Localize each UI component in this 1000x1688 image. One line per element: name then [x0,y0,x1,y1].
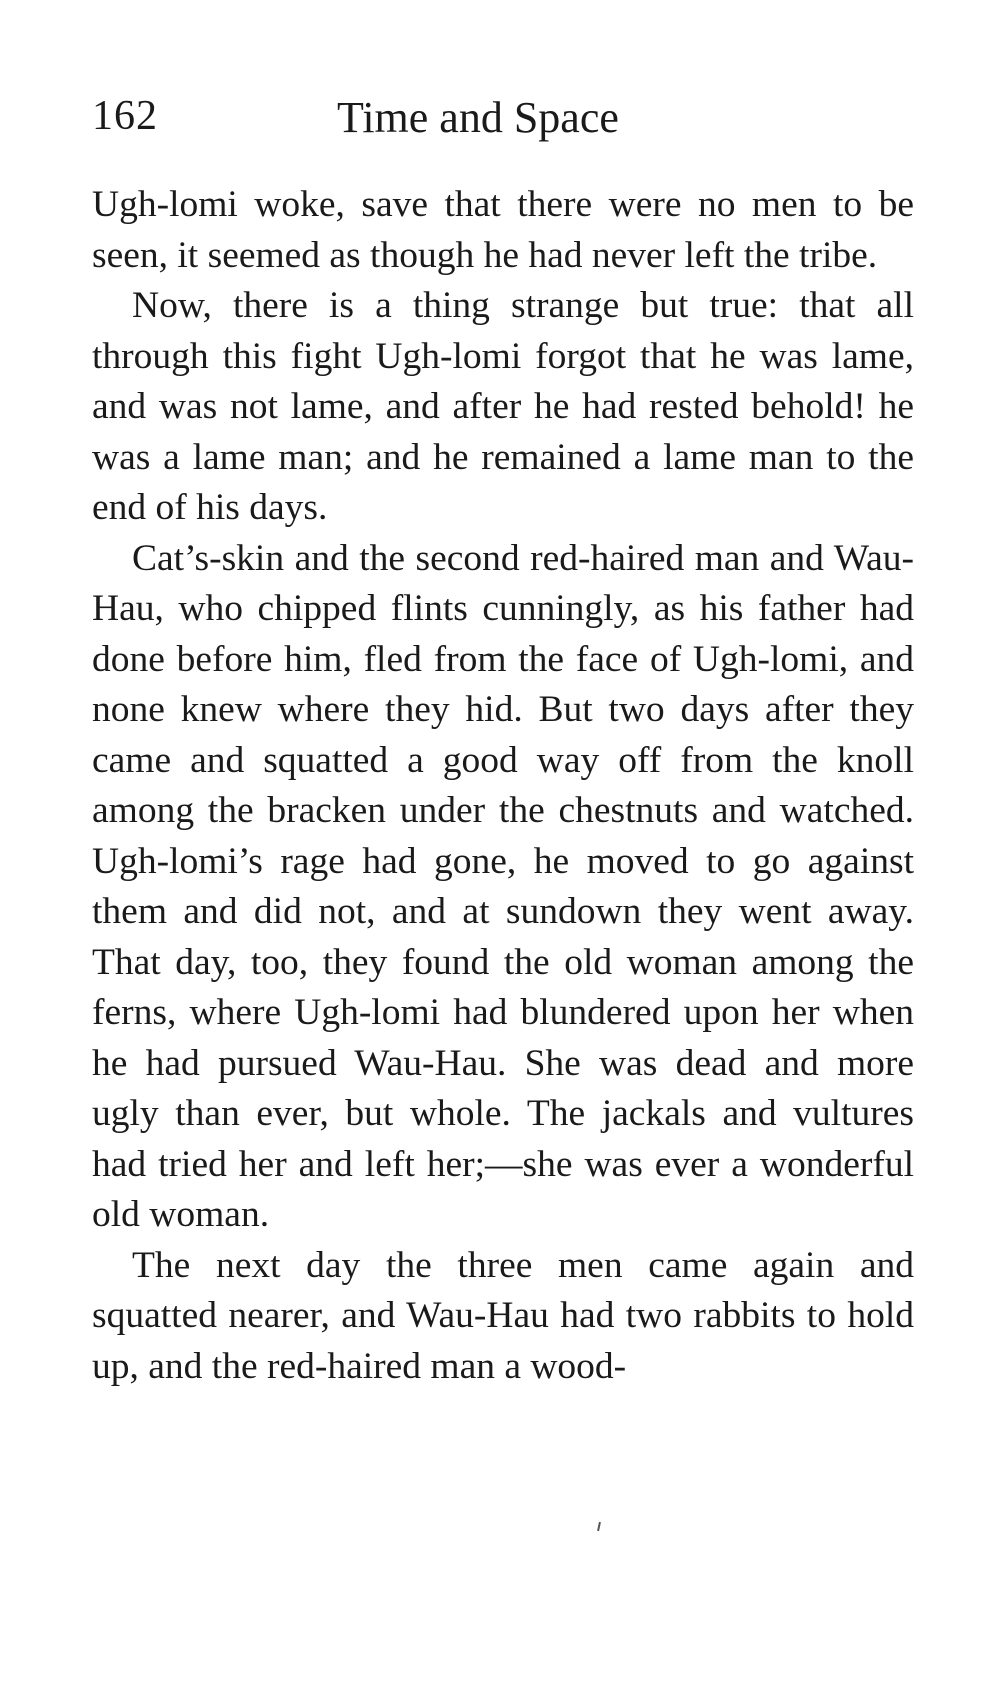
page-number: 162 [92,93,158,139]
page-header [92,92,912,152]
paragraph: Ugh-lomi woke, save that there were no men to be seen, it seemed as though he had never left the tribe. [92,184,914,276]
body-text [92,180,914,1392]
paragraph: Now, there is a thing strange but true: that all through this fight Ugh-lomi forgot that he was lame, and was not lame, and after he had rested behold! he was a lame man; and he remained a lame man to the end of his days. [92,285,914,528]
running-title: Time and Space [337,93,619,142]
paragraph: The next day the three men came again and squatted nearer, and Wau-Hau had two rabbits to hold up, and the red-haired man a wood- [92,1244,914,1387]
paper-speck [597,1522,601,1531]
paragraph: Cat’s-skin and the second red-haired man and Wau-Hau, who chipped flints cunningly, as his father had done before him, fled from the face of Ugh-lomi, and none knew where they hid. But two days after they came and squatted a good way off from the knoll among the bracken under the chestnuts and watched. Ugh-lomi’s rage had gone, he moved to go against them and did not, and at sundown they went away. That day, too, they found the old woman among the ferns, where Ugh-lomi had blundered upon her when he had pursued Wau-Hau. She was dead and more ugly than ever, but whole. The jackals and vultures had tried her and left her;—she was ever a wonderful old woman. [92,537,914,1235]
